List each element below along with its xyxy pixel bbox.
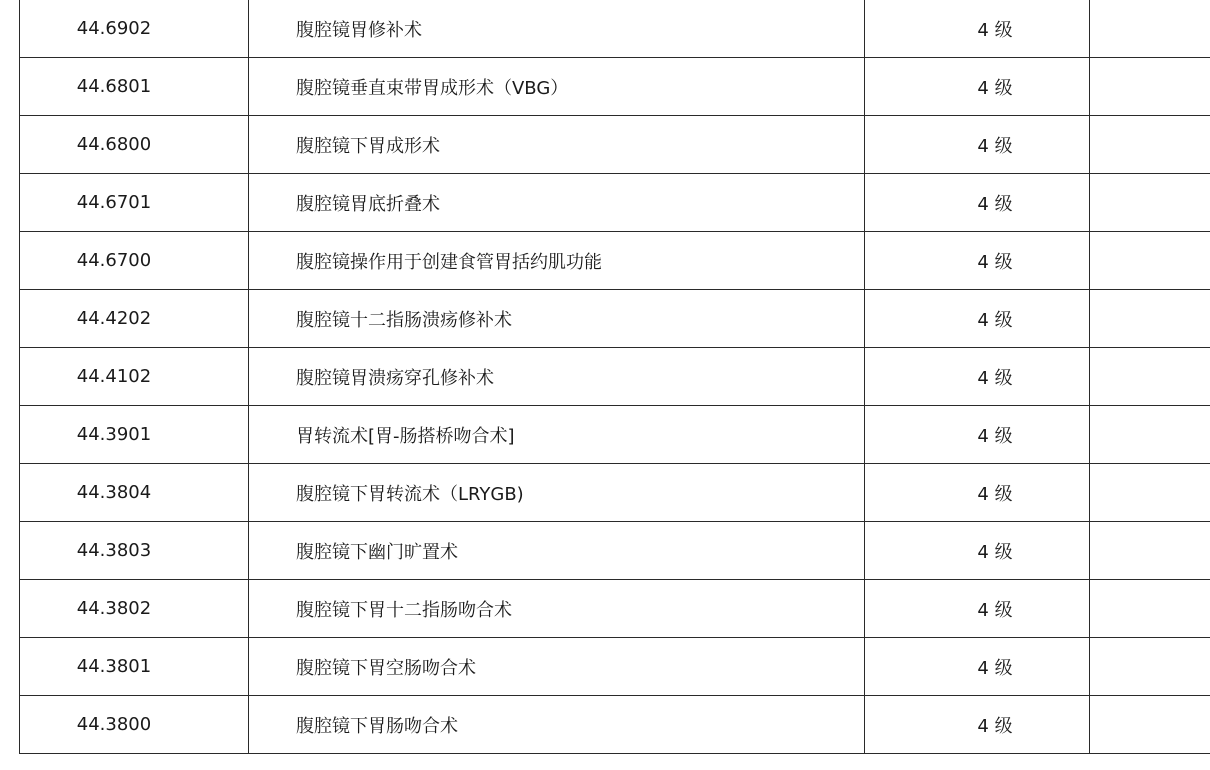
- procedure-name: 腹腔镜胃溃疡穿孔修补术: [249, 348, 865, 406]
- procedure-note: [1090, 406, 1210, 464]
- procedure-note: [1090, 58, 1210, 116]
- procedure-code: 44.3802: [20, 580, 249, 638]
- procedure-name: 腹腔镜垂直束带胃成形术（VBG）: [249, 58, 865, 116]
- table-row: [20, 290, 1210, 348]
- procedure-code: 44.3804: [20, 464, 249, 522]
- procedure-note: [1090, 464, 1210, 522]
- procedure-name: 腹腔镜下胃空肠吻合术: [249, 638, 865, 696]
- procedure-level: 4 级: [865, 0, 1090, 58]
- procedure-level: 4 级: [865, 290, 1090, 348]
- procedure-level: 4 级: [865, 464, 1090, 522]
- procedure-level: 4 级: [865, 580, 1090, 638]
- table-row: [20, 174, 1210, 232]
- procedure-code: 44.3800: [20, 696, 249, 754]
- procedure-level: 4 级: [865, 232, 1090, 290]
- table-row: [20, 0, 1210, 58]
- procedure-name: 胃转流术[胃-肠搭桥吻合术]: [249, 406, 865, 464]
- procedure-level: 4 级: [865, 638, 1090, 696]
- procedure-note: [1090, 116, 1210, 174]
- procedure-name: 腹腔镜十二指肠溃疡修补术: [249, 290, 865, 348]
- procedure-table-body: [20, 0, 1210, 754]
- table-row: [20, 116, 1210, 174]
- procedure-note: [1090, 696, 1210, 754]
- procedure-code: 44.6902: [20, 0, 249, 58]
- procedure-note: [1090, 232, 1210, 290]
- procedure-level: 4 级: [865, 348, 1090, 406]
- procedure-code: 44.3803: [20, 522, 249, 580]
- procedure-code: 44.4102: [20, 348, 249, 406]
- procedure-level: 4 级: [865, 696, 1090, 754]
- procedure-note: [1090, 290, 1210, 348]
- procedure-name: 腹腔镜下胃肠吻合术: [249, 696, 865, 754]
- table-row: [20, 696, 1210, 754]
- procedure-code: 44.6701: [20, 174, 249, 232]
- procedure-code: 44.6700: [20, 232, 249, 290]
- procedure-level: 4 级: [865, 522, 1090, 580]
- procedure-name: 腹腔镜下幽门旷置术: [249, 522, 865, 580]
- procedure-note: [1090, 0, 1210, 58]
- table-row: [20, 232, 1210, 290]
- table-row: [20, 348, 1210, 406]
- procedure-code: 44.3801: [20, 638, 249, 696]
- table-row: [20, 638, 1210, 696]
- procedure-name: 腹腔镜下胃转流术（LRYGB): [249, 464, 865, 522]
- procedure-name: 腹腔镜胃底折叠术: [249, 174, 865, 232]
- procedure-name: 腹腔镜胃修补术: [249, 0, 865, 58]
- table-row: [20, 580, 1210, 638]
- procedure-code: 44.6801: [20, 58, 249, 116]
- procedure-note: [1090, 348, 1210, 406]
- table-row: [20, 522, 1210, 580]
- procedure-name: 腹腔镜下胃十二指肠吻合术: [249, 580, 865, 638]
- procedure-note: [1090, 638, 1210, 696]
- procedure-note: [1090, 522, 1210, 580]
- procedure-name: 腹腔镜下胃成形术: [249, 116, 865, 174]
- table-row: [20, 406, 1210, 464]
- procedure-code: 44.4202: [20, 290, 249, 348]
- procedure-code: 44.3901: [20, 406, 249, 464]
- table-row: [20, 464, 1210, 522]
- procedure-level: 4 级: [865, 116, 1090, 174]
- procedure-note: [1090, 580, 1210, 638]
- procedure-name: 腹腔镜操作用于创建食管胃括约肌功能: [249, 232, 865, 290]
- table-row: [20, 58, 1210, 116]
- procedure-level: 4 级: [865, 406, 1090, 464]
- procedure-level: 4 级: [865, 174, 1090, 232]
- procedure-note: [1090, 174, 1210, 232]
- procedure-table: [19, 0, 1210, 754]
- procedure-code: 44.6800: [20, 116, 249, 174]
- procedure-level: 4 级: [865, 58, 1090, 116]
